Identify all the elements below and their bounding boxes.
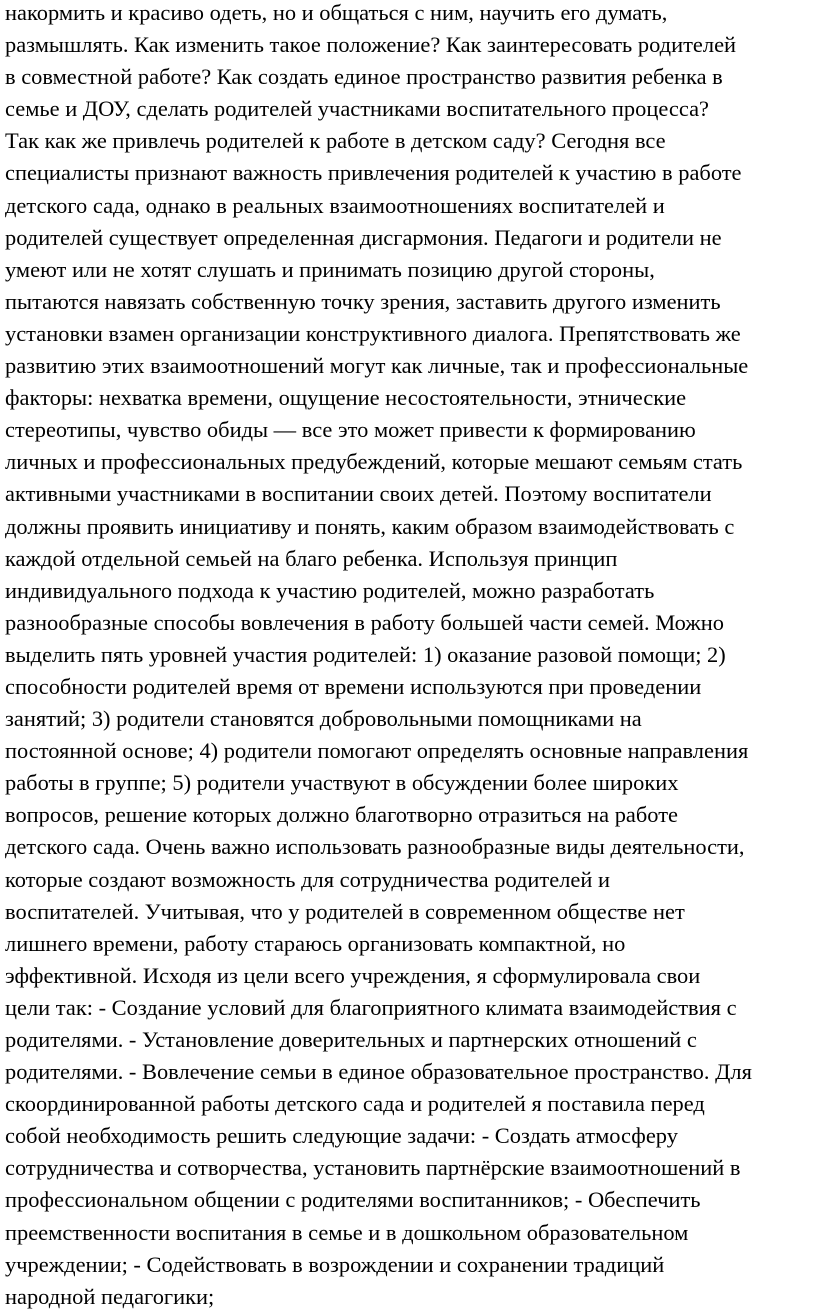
- text-line: родителями. - Вовлечение семьи в единое образовательное пространство. Для: [5, 1059, 752, 1085]
- text-line: профессиональном общении с родителями воспитанников; - Обеспечить: [5, 1187, 701, 1213]
- text-line: стереотипы, чувство обиды — все это может привести к формированию: [5, 417, 696, 443]
- text-line: специалисты признают важность привлечения родителей к участию в работе: [5, 160, 742, 186]
- text-line: активными участниками в воспитании своих детей. Поэтому воспитатели: [5, 481, 712, 507]
- text-line: способности родителей время от времени используются при проведении: [5, 673, 702, 699]
- text-line: должны проявить инициативу и понять, каким образом взаимодействовать с: [5, 513, 735, 539]
- text-line: скоординированной работы детского сада и родителей я поставила перед: [5, 1091, 705, 1117]
- text-line: умеют или не хотят слушать и принимать позицию другой стороны,: [5, 256, 655, 282]
- text-line: Так как же привлечь родителей к работе в детском саду? Сегодня все: [5, 128, 666, 154]
- text-line: которые создают возможность для сотрудничества родителей и: [5, 866, 610, 892]
- text-line: родителей существует определенная дисгармония. Педагоги и родители не: [5, 224, 722, 250]
- text-line: личных и профессиональных предубеждений, которые мешают семьям стать: [5, 449, 743, 475]
- text-line: выделить пять уровней участия родителей: 1) оказание разовой помощи; 2): [5, 641, 726, 667]
- text-line: родителями. - Установление доверительных и партнерских отношений с: [5, 1027, 697, 1052]
- body-text: [5, 0, 816, 1316]
- text-line: занятий; 3) родители становятся добровольными помощниками на: [5, 706, 642, 732]
- text-line: сотрудничества и сотворчества, установить партнёрские взаимоотношений в: [5, 1155, 741, 1181]
- text-line: воспитателей. Учитывая, что у родителей в современном обществе нет: [5, 898, 685, 924]
- text-line: постоянной основе; 4) родители помогают определять основные направления: [5, 738, 749, 764]
- text-line: семье и ДОУ, сделать родителей участниками воспитательного процесса?: [5, 96, 710, 122]
- text-line: детского сада, однако в реальных взаимоотношениях воспитателей и: [5, 192, 665, 218]
- text-line: эффективной. Исходя из цели всего учреждения, я сформулировала свои: [5, 962, 701, 988]
- text-line: каждой отдельной семьей на благо ребенка. Используя принцип: [5, 545, 618, 571]
- text-line: факторы: нехватка времени, ощущение несостоятельности, этнические: [5, 385, 687, 411]
- text-line: в совместной работе? Как создать единое пространство развития ребенка в: [5, 64, 723, 90]
- text-line: индивидуального подхода к участию родителей, можно разработать: [5, 577, 655, 603]
- text-line: собой необходимость решить следующие задачи: - Создать атмосферу: [5, 1123, 678, 1149]
- text-line: пытаются навязать собственную точку зрения, заставить другого изменить: [5, 288, 721, 314]
- text-line: вопросов, решение которых должно благотворно отразиться на работе: [5, 802, 678, 828]
- text-line: преемственности воспитания в семье и в дошкольном образовательном: [5, 1219, 689, 1245]
- text-line: детского сада. Очень важно использовать разнообразные виды деятельности,: [5, 834, 745, 860]
- text-line: развитию этих взаимоотношений могут как личные, так и профессиональные: [5, 353, 749, 379]
- text-line: работы в группе; 5) родители участвуют в обсуждении более широких: [5, 770, 679, 796]
- text-line: накормить и красиво одеть, но и общаться с ним, научить его думать,: [5, 0, 668, 25]
- text-line: лишнего времени, работу стараюсь организовать компактной, но: [5, 930, 626, 956]
- text-line: разнообразные способы вовлечения в работу большей части семей. Можно: [5, 609, 725, 635]
- text-line: установки взамен организации конструктивного диалога. Препятствовать же: [5, 320, 741, 346]
- text-line: размышлять. Как изменить такое положение? Как заинтересовать родителей: [5, 32, 737, 58]
- text-line: цели так: - Создание условий для благоприятного климата взаимодействия с: [5, 994, 737, 1020]
- text-line: учреждении; - Содействовать в возрождении и сохранении традиций: [5, 1251, 665, 1277]
- text-line: народной педагогики;: [5, 1283, 215, 1309]
